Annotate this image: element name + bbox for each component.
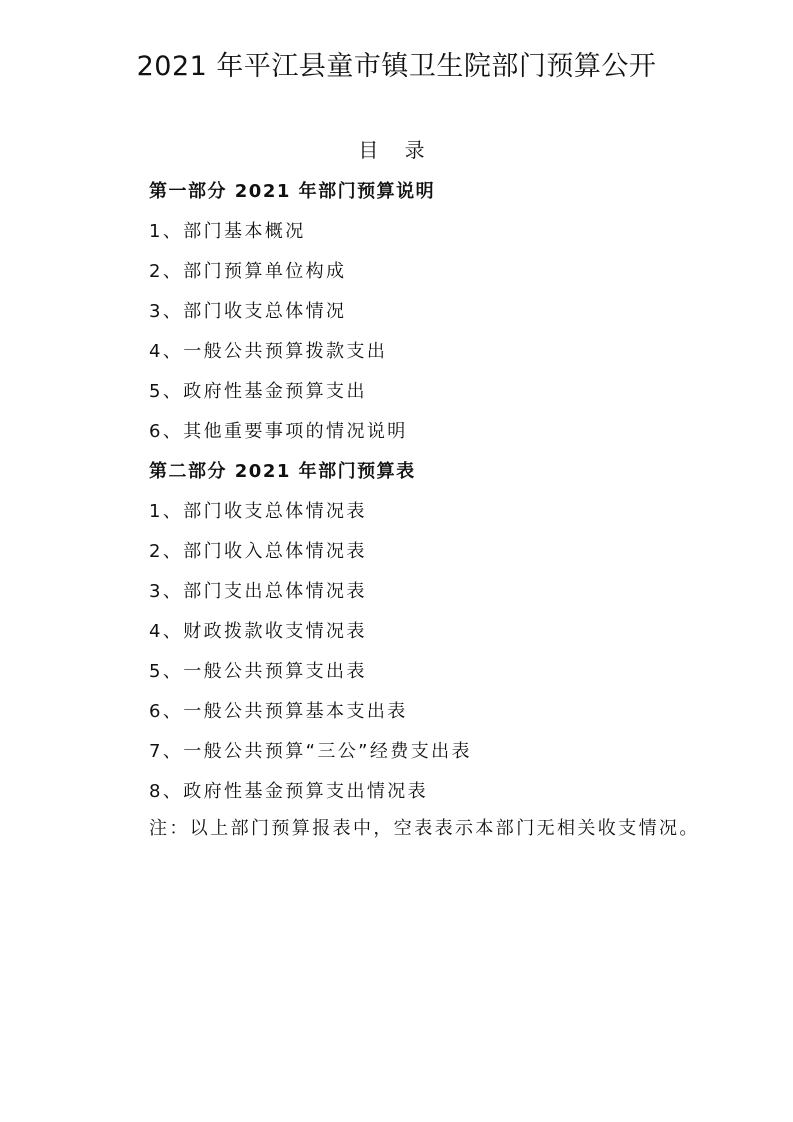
part1-heading: 第一部分 2021 年部门预算说明 (149, 181, 436, 202)
toc-item: 1、部门收支总体情况表 (149, 501, 367, 522)
toc-item: 1、部门基本概况 (149, 221, 306, 242)
document-title: 2021 年平江县童市镇卫生院部门预算公开 (136, 51, 657, 82)
toc-item: 5、一般公共预算支出表 (149, 661, 367, 682)
toc-item: 3、部门收支总体情况 (149, 301, 347, 322)
toc-item: 3、部门支出总体情况表 (149, 581, 367, 602)
toc-item: 2、部门预算单位构成 (149, 261, 347, 282)
toc-item: 6、一般公共预算基本支出表 (149, 701, 408, 722)
note-paragraph: 注：以上部门预算报表中，空表表示本部门无相关收支情况。 (149, 818, 700, 839)
part2-heading: 第二部分 2021 年部门预算表 (149, 461, 416, 482)
toc-item: 7、一般公共预算“三公”经费支出表 (149, 741, 472, 762)
toc-heading: 目 录 (358, 138, 435, 162)
toc-item: 2、部门收入总体情况表 (149, 541, 367, 562)
toc-item: 4、一般公共预算拨款支出 (149, 341, 388, 362)
toc-item: 6、其他重要事项的情况说明 (149, 421, 408, 442)
toc-item: 4、财政拨款收支情况表 (149, 621, 367, 642)
toc-item: 5、政府性基金预算支出 (149, 381, 367, 402)
toc-item: 8、政府性基金预算支出情况表 (149, 781, 429, 802)
